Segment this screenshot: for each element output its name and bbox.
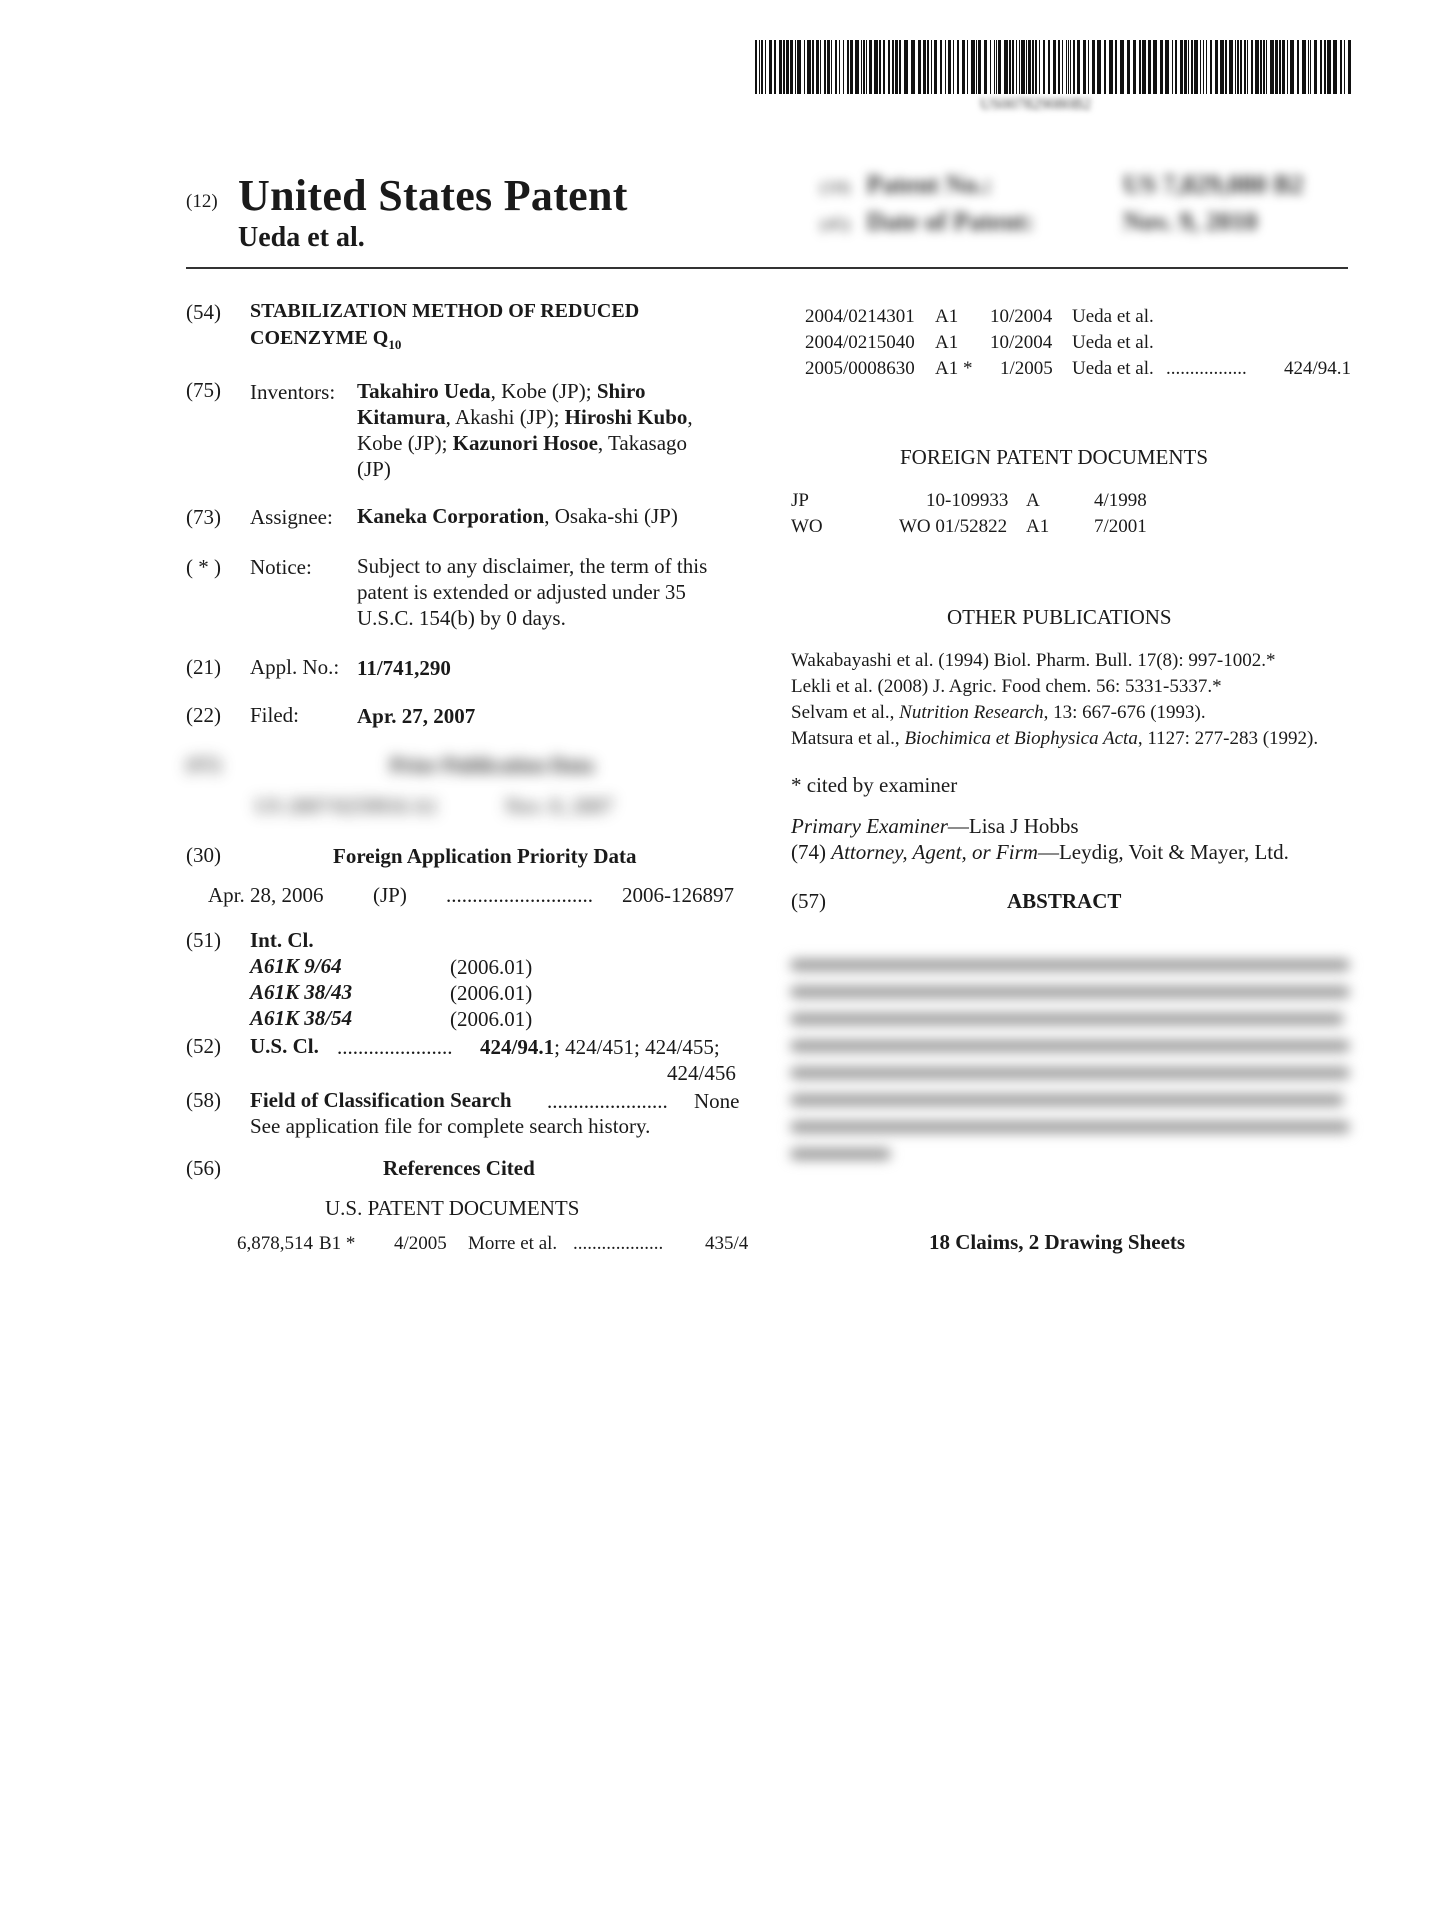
filed-label: Filed: <box>250 703 300 727</box>
invention-title-line2: COENZYME $Q_{10}$ <box>250 327 402 352</box>
appl-code: (21) <box>186 655 221 679</box>
int-cl-class-1: A61K 9/64 <box>250 954 342 978</box>
patent-date-line: (45) Date of Patent: Nov. 9, 2010 <box>820 207 1258 236</box>
notice-text: Subject to any disclaimer, the term of this patent is extended or adjusted under 35 U.S.C. 154(b) by 0 days. <box>357 554 708 630</box>
inventors-line: Takahiro Ueda, Kobe (JP); Shiro <box>357 379 646 403</box>
patent-number-line: (10) Patent No.: US 7,829,080 B2 <box>820 170 1304 199</box>
invention-title-line1: STABILIZATION METHOD OF REDUCED <box>250 300 640 322</box>
patent-number-value: US 7,829,080 B2 <box>1123 170 1304 199</box>
int-cl-class-2: A61K 38/43 <box>250 980 353 1004</box>
abstract-code: (57) <box>791 889 826 913</box>
other-pub-3: Selvam et al., Nutrition Research, 13: 667-676 (1993). <box>791 702 1206 723</box>
foreign-priority-country: (JP) <box>373 883 407 907</box>
left-ref-row: 6,878,514 B1 * 4/2005 Morre et al. ................... 435/4 <box>237 1233 749 1254</box>
field-search-value: None <box>694 1089 740 1113</box>
foreign-priority-number: 2006-126897 <box>622 883 734 907</box>
inventors-line: (JP) <box>357 457 391 481</box>
kind-code-number: (12) <box>186 191 218 212</box>
foreign-priority-date: Apr. 28, 2006 <box>208 883 324 907</box>
int-cl-class-3: A61K 38/54 <box>250 1006 353 1030</box>
appl-label: Appl. No.: <box>250 655 340 679</box>
field-search-dots: ....................... <box>547 1089 668 1113</box>
patent-number-label: Patent No.: <box>866 170 993 199</box>
filed-value: Apr. 27, 2007 <box>357 704 476 728</box>
abstract-text-blurred <box>790 945 1350 1185</box>
us-cl-values: 424/94.1; 424/451; 424/455; <box>480 1035 720 1059</box>
other-pub-1: Wakabayashi et al. (1994) Biol. Pharm. Bull. 17(8): 997-1002.* <box>791 650 1276 671</box>
patent-date-value: Nov. 9, 2010 <box>1123 207 1258 236</box>
us-cl-values-line2: 424/456 <box>667 1061 736 1085</box>
other-pub-2: Lekli et al. (2008) J. Agric. Food chem. 56: 5331-5337.* <box>791 676 1222 697</box>
notice-label: Notice: <box>250 555 312 579</box>
assignee-value: Kaneka Corporation, Osaka-shi (JP) <box>357 504 678 528</box>
us-cl-dots: ...................... <box>337 1035 453 1059</box>
attorney-line: (74) Attorney, Agent, or Firm—Leydig, Voit & Mayer, Ltd. <box>791 840 1289 864</box>
prior-pub-date: Nov. 8, 2007 <box>505 794 614 818</box>
inventors-line: Kobe (JP); Kazunori Hosoe, Takasago <box>357 431 688 455</box>
int-cl-code: (51) <box>186 928 221 952</box>
barcode-image <box>755 40 1351 94</box>
us-cl-code: (52) <box>186 1034 221 1058</box>
foreign-doc-row-1: JP 10-109933 A 4/1998 <box>791 490 1147 511</box>
cited-by-examiner: * cited by examiner <box>791 773 958 797</box>
inventors-label: Inventors: <box>250 380 336 404</box>
inventors-list <box>357 378 693 482</box>
int-cl-version-1: (2006.01) <box>450 955 533 979</box>
right-us-doc-row-3: 2005/0008630 A1 * 1/2005 Ueda et al. ................. 424/94.1 <box>805 358 1352 379</box>
foreign-doc-row-2: WO WO 01/52822 A1 7/2001 <box>791 516 1147 537</box>
prior-pub-code: (65) <box>186 752 221 776</box>
inventors-code: (75) <box>186 378 221 402</box>
claims-summary: 18 Claims, 2 Drawing Sheets <box>929 1230 1186 1254</box>
barcode-number: US007829080B2 <box>980 96 1092 113</box>
patent-date-label: Date of Patent: <box>866 207 1034 236</box>
notice-code: ( * ) <box>186 555 221 579</box>
field-search-note: See application file for complete search history. <box>250 1114 651 1138</box>
field-search-label: Field of Classification Search <box>250 1088 512 1112</box>
other-pub-4: Matsura et al., Biochimica et Biophysica Acta, 1127: 277-283 (1992). <box>791 728 1319 749</box>
patent-title-heading: United States Patent <box>238 171 628 220</box>
prior-pub-number: US 2007/0259916 A1 <box>255 794 439 818</box>
foreign-priority-dots: ............................ <box>446 883 593 907</box>
int-cl-version-3: (2006.01) <box>450 1007 533 1031</box>
right-us-doc-row-2: 2004/0215040 A1 10/2004 Ueda et al. <box>805 332 1154 353</box>
header-divider <box>186 267 1348 269</box>
foreign-docs-heading: FOREIGN PATENT DOCUMENTS <box>900 445 1209 469</box>
references-heading: References Cited <box>383 1156 535 1180</box>
abstract-heading: ABSTRACT <box>1007 889 1122 913</box>
foreign-priority-heading: Foreign Application Priority Data <box>333 844 637 868</box>
primary-examiner: Primary Examiner—Lisa J Hobbs <box>791 814 1079 838</box>
int-cl-label: Int. Cl. <box>250 928 314 952</box>
us-patent-docs-heading: U.S. PATENT DOCUMENTS <box>325 1196 580 1220</box>
title-code: (54) <box>186 300 221 324</box>
right-us-doc-row-1: 2004/0214301 A1 10/2004 Ueda et al. <box>805 306 1154 327</box>
foreign-priority-code: (30) <box>186 843 221 867</box>
filed-code: (22) <box>186 703 221 727</box>
prior-pub-heading: Prior Publication Data <box>390 753 594 777</box>
appl-value: 11/741,290 <box>357 656 451 680</box>
assignee-code: (73) <box>186 505 221 529</box>
inventors-line: Kitamura, Akashi (JP); Hiroshi Kubo, <box>357 405 693 429</box>
int-cl-version-2: (2006.01) <box>450 981 533 1005</box>
inventors-short: Ueda et al. <box>238 222 365 253</box>
references-code: (56) <box>186 1156 221 1180</box>
field-search-code: (58) <box>186 1088 221 1112</box>
other-publications-heading: OTHER PUBLICATIONS <box>947 605 1172 629</box>
assignee-label: Assignee: <box>250 505 333 529</box>
us-cl-label: U.S. Cl. <box>250 1034 319 1058</box>
